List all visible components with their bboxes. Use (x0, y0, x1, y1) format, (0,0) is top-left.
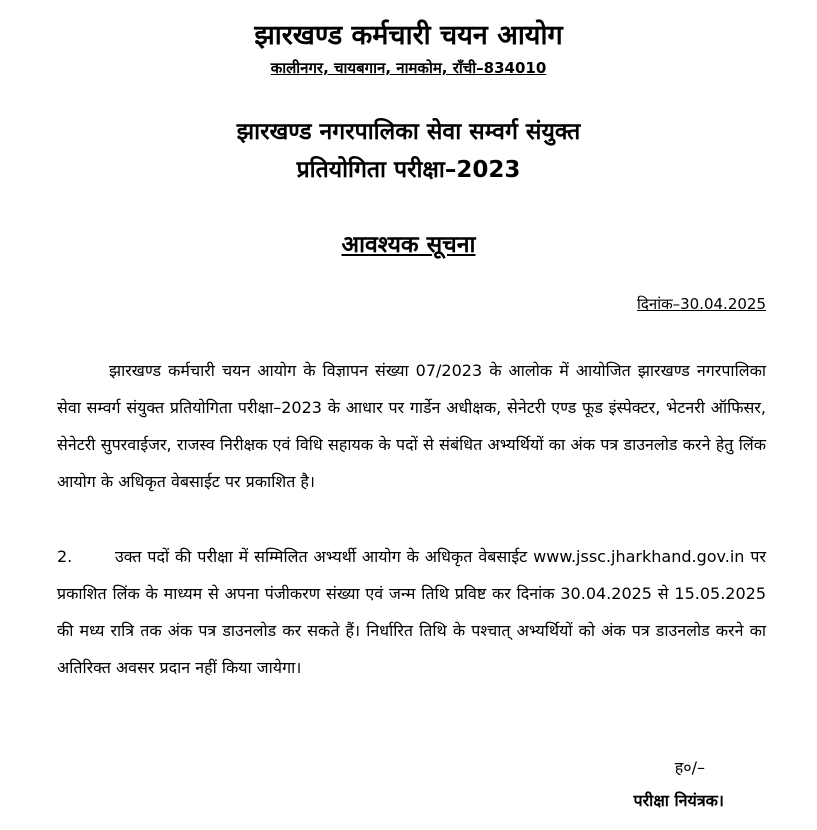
signatory-designation: परीक्षा नियंत्रक। (633, 791, 724, 810)
organization-address (0, 58, 817, 78)
signature-mark: ह०/– (674, 758, 705, 777)
organization-name: झारखण्ड कर्मचारी चयन आयोग (254, 20, 563, 51)
paragraph-2-text: उक्त पदों की परीक्षा में सम्मिलित अभ्यर्थी आयोग के अधिकृत वेबसाईट www.jssc.jharkhand.gov.in पर प्रकाशित लिंक के माध्यम से अपना पंजीकरण संख्या एवं जन्म तिथि प्रविष्ट कर दिनांक 30.04.2025 से 15.05.2025 की मध्य रात्रि तक अंक पत्र डाउनलोड कर सकते हैं। निर्धारित तिथि के पश्चात् अभ्यर्थियों को अंक पत्र डाउनलोड करने का अतिरिक्त अवसर प्रदान नहीं किया जायेगा। (57, 547, 766, 677)
notice-heading-text: आवश्यक सूचना (341, 232, 476, 258)
notice-date: दिनांक–30.04.2025 (637, 295, 766, 313)
exam-title (0, 113, 817, 189)
exam-title-line-2: प्रतियोगिता परीक्षा–2023 (296, 157, 521, 183)
notice-heading (0, 228, 817, 262)
paragraph-2-number: 2. (57, 547, 73, 566)
paragraph-2 (57, 538, 766, 686)
paragraph-1: झारखण्ड कर्मचारी चयन आयोग के विज्ञापन संख्या 07/2023 के आलोक में आयोजित झारखण्ड नगरपालिका सेवा सम्वर्ग संयुक्त प्रतियोगिता परीक्षा–2023 के आधार पर गार्डेन अधीक्षक, सेनेटरी एण्ड फूड इंस्पेक्टर, भेटनरी ऑफिसर, सेनेटरी सुपरवाईजर, राजस्व निरीक्षक एवं विधि सहायक के पदों से संबंधित अभ्यर्थियों का अंक पत्र डाउनलोड करने हेतु लिंक आयोग के अधिकृत वेबसाईट पर प्रकाशित है। (57, 361, 766, 491)
exam-title-line-1: झारखण्ड नगरपालिका सेवा सम्वर्ग संयुक्त (236, 119, 581, 145)
address-text: कालीनगर, चायबगान, नामकोम, राँची–834010 (270, 59, 547, 77)
